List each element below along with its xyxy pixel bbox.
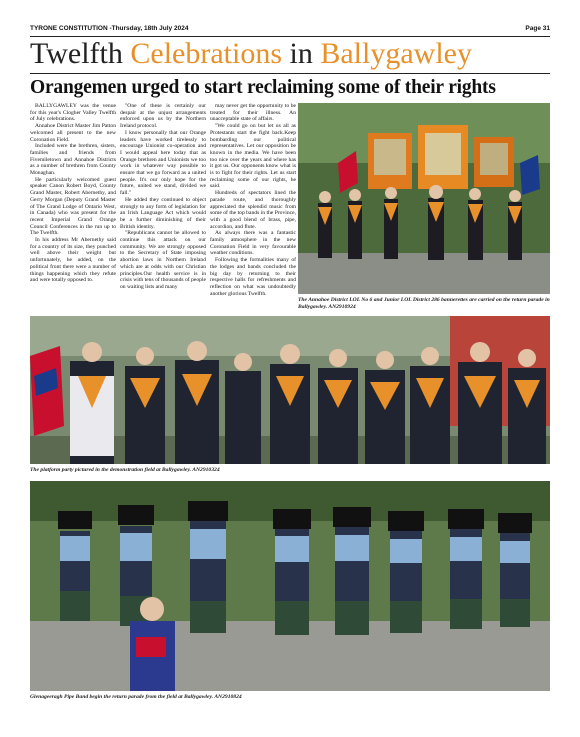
- masthead: [30, 25, 550, 35]
- article-column-2: [120, 103, 206, 291]
- banner-word-twelfth: Twelfth: [30, 37, 123, 70]
- photo-pipe-band-image: [30, 481, 550, 691]
- photo-bannerettes-parade: [298, 103, 550, 294]
- photo-caption-bannerettes: The Annahoe District LOL No 6 and Junior LOL District 286 bannerettes are carried on the return parade in Ballygawley. AN2910924: [298, 297, 550, 310]
- banner-rule: [30, 73, 550, 74]
- article-column-1: [30, 103, 116, 284]
- article-column-3: [210, 103, 296, 297]
- paragraph: Included were the brethren, sisters, families and friends from Fivemiletown and Annahoe Districts as a number of brethren from County Monaghan.: [30, 143, 116, 177]
- paragraph: As always there was a fantastic family atmosphere in the new Coronation Field in very favourable weather conditions.: [210, 230, 296, 257]
- paragraph: Annahoe District Master Jim Patton welcomed all present to the new Coronation Field.: [30, 123, 116, 143]
- paragraph: In his address Mr Abernethy said for a country of its size, they punched well above their weight but unfortunately, he added, on the political front there were a number of things happening which they refute and were totally opposed to.: [30, 237, 116, 284]
- paragraph: "We could go on but let us all as Protestants start the fight back.Keep bombarding our political representatives. Let our opposition be known in the media. We have been too nice over the years and where has it got us. Our opponents know what is is to fight for their rights. Let us start reclaiming some of our rights, he said.: [210, 123, 296, 190]
- photo-platform-party-image: [30, 316, 550, 464]
- banner-word-celebrations: Celebrations: [130, 37, 283, 70]
- photo-bannerettes-image: [298, 103, 550, 294]
- paper-date: TYRONE CONSTITUTION -Thursday, 18th July 2024: [30, 25, 189, 32]
- paragraph: may never get the opportunity to be treated for their illness. An unacceptable state of affairs.: [210, 103, 296, 123]
- photo-caption-pipe-band: Glenageeragh Pipe Band begin the return parade from the field at Ballygawley. AN2910824: [30, 694, 242, 700]
- banner-word-in: in: [289, 37, 313, 70]
- paragraph: He particularly welcomed guest speaker Canon Robert Boyd, County Grand Master, Robert Abernethy, and Gerry Morgan (Deputy Grand Master of The Grand Lodge of Ontario West, in Canada) who was present for the recent Imperial Grand Orange Council Conferences in the run up to The Twelfth.: [30, 176, 116, 237]
- article-headline: Orangemen urged to start reclaiming some of their rights: [30, 77, 496, 98]
- paragraph: "One of these is certainly our despair at the unjust arrangements enforced upon us by the Northern Ireland protocol.: [120, 103, 206, 130]
- paragraph: Following the formalities many of the lodges and bands concluded the big day by returning to their respective halls for refreshments and reflection on what was undoubtedly another glorious Twelfth.: [210, 257, 296, 297]
- paragraph: He added they continued to object strongly to any form of legislation for an Irish Language Act which would be a further diminishing of their British identity.: [120, 196, 206, 230]
- page-number: Page 31: [525, 25, 550, 32]
- banner-word-ballygawley: Ballygawley: [320, 37, 472, 70]
- photo-caption-platform-party: The platform party pictured in the demonstration field at Ballygawley. AN2910324: [30, 467, 220, 473]
- paragraph: Hundreds of spectators lined the parade route, and thoroughly appreciated the splendid music from some of the top bands in the Province, with a good blend of brass, pipe, accordion, and flute.: [210, 190, 296, 230]
- section-banner: [30, 38, 550, 70]
- paragraph: I know personally that our Orange leaders have worked tirelessly to encourage Unionist co-operation and I would appeal here today that as Orange brethren and Unionists we too work in whatever way possible to ensure that we go forward as a united people. It's our only hope for the future, united we stand, divided we fall.": [120, 129, 206, 197]
- paragraph: BALLYGAWLEY was the venue for this year's Clogher Valley Twelfth of July celebrations.: [30, 103, 116, 123]
- paragraph: "Republicans cannot be allowed to continue this attack on our community. We are strongly opposed to the Secretary of State imposing abortion laws in Northern Ireland which are at odds with our Christian principles.Our health service is in crisis with tens of thousands of people on waiting lists and many: [120, 230, 206, 290]
- photo-platform-party: [30, 316, 550, 464]
- photo-pipe-band: [30, 481, 550, 691]
